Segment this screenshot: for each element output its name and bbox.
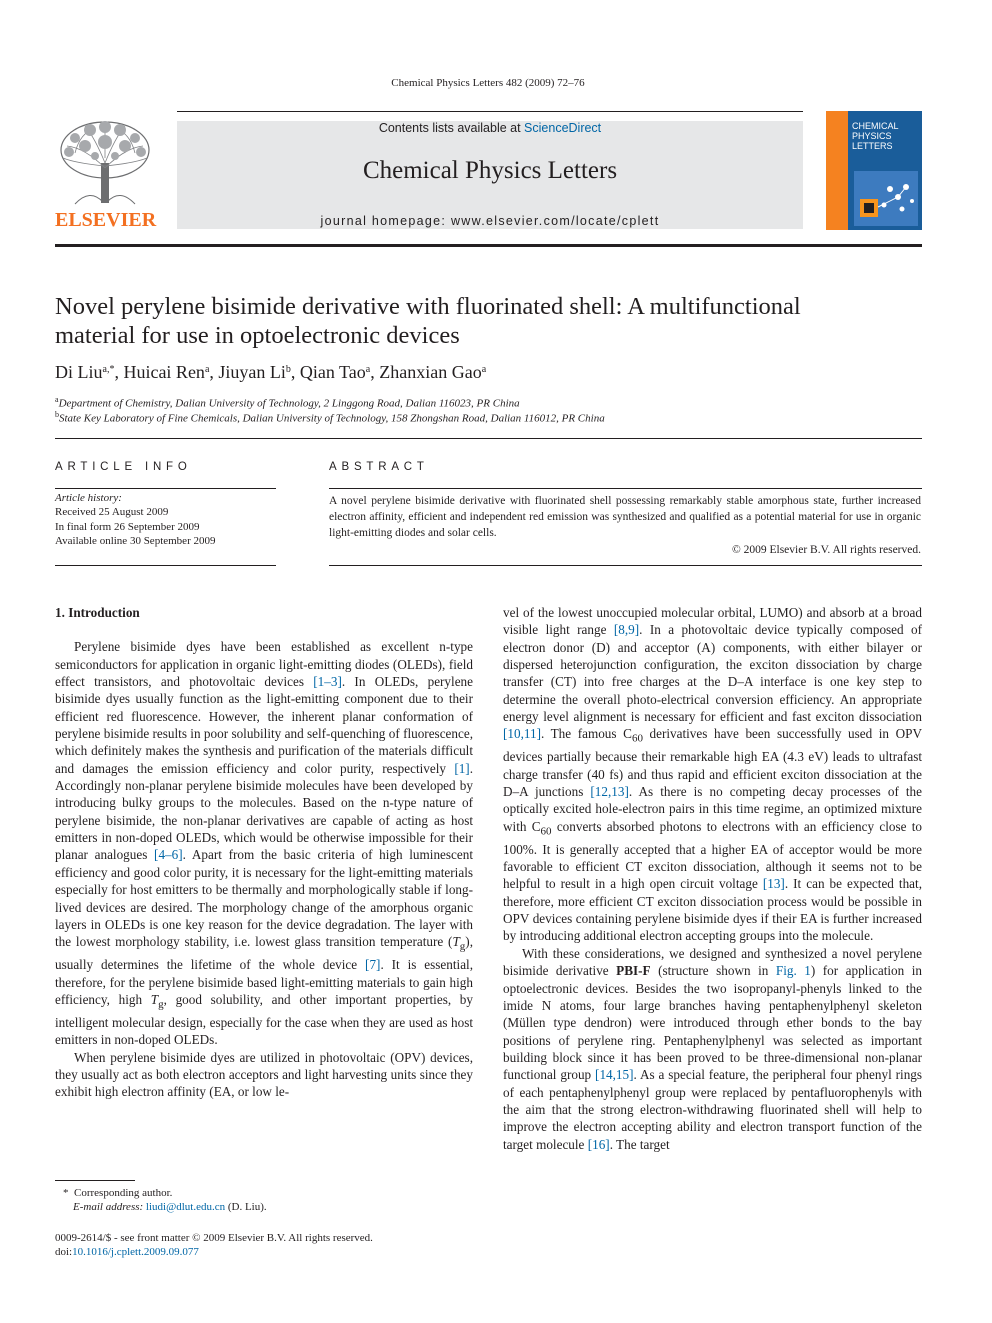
author-affiliation-mark[interactable]: a — [365, 364, 371, 375]
affiliation-mark: a — [55, 395, 59, 404]
cover-title-line: LETTERS — [852, 141, 893, 151]
citation-link[interactable]: [14,15] — [595, 1067, 634, 1083]
footnote — [55, 1186, 267, 1214]
affiliation-text: Department of Chemistry, Dalian University of Technology, 2 Linggong Road, Dalian 116023, PR China — [58, 397, 520, 410]
citation-link[interactable]: [16] — [587, 1136, 610, 1152]
figure-link[interactable]: Fig. 1 — [775, 963, 811, 979]
elsevier-logo[interactable] — [55, 118, 155, 232]
affiliation — [55, 410, 605, 425]
journal-banner — [177, 121, 803, 229]
author-name[interactable]: Huicai Ren — [123, 362, 205, 382]
elsevier-wordmark: ELSEVIER — [55, 209, 157, 231]
abstract-text: A novel perylene bisimide derivative with fluorinated shell possessing remarkably stable amorphous state, further increased electron affinity, efficient and independent red emission was synthesized and qualified as a potential material for use in organic light-emitting diodes and solar cells. — [329, 495, 921, 540]
received-date: Received 25 August 2009 — [55, 506, 169, 519]
cover-title-line: CHEMICAL — [852, 121, 899, 131]
article-history — [55, 491, 215, 548]
abstract-heading: ABSTRACT — [329, 461, 429, 473]
affiliation — [55, 395, 520, 410]
contents-prefix: Contents lists available at — [378, 121, 525, 135]
publication-info — [55, 1231, 373, 1259]
thick-header-rule — [55, 244, 922, 247]
journal-cover[interactable] — [826, 111, 922, 230]
title-line: Novel perylene bisimide derivative with fluorinated shell: A multifunctional — [55, 293, 801, 320]
citation-link[interactable]: [12,13] — [590, 784, 629, 800]
email-label: E-mail address: — [73, 1201, 144, 1213]
molecule-art-icon — [854, 171, 918, 226]
email-link[interactable]: liudi@dlut.edu.cn — [145, 1201, 226, 1213]
article-info-bottom-rule — [55, 565, 276, 566]
article-title — [55, 292, 935, 350]
online-date: Available online 30 September 2009 — [55, 534, 216, 547]
citation-link[interactable]: [7] — [365, 957, 381, 973]
abstract — [329, 493, 921, 558]
doi-prefix: doi: — [55, 1246, 73, 1258]
author-affiliation-mark[interactable]: a — [481, 364, 487, 375]
affiliation-text: State Key Laboratory of Fine Chemicals, Dalian University of Technology, 158 Zhongshan Road, Dalian 116012, PR China — [59, 412, 605, 425]
article-info-rule — [55, 488, 276, 489]
journal-homepage[interactable]: journal homepage: www.elsevier.com/locate/cplett — [320, 214, 660, 228]
body-paragraph: Perylene bisimide dyes have been established as excellent n-type semiconductors for application in organic light-emitting diodes (OLEDs), field effect transistors, and photovoltaic devices [1–3]. In OLEDs, perylene bisimide dyes usually function as the light-emitting component due to their efficient red fluorescence. However, the inherent planar conformation of perylene bisimide results in poor solubility and self-quenching of fluorescence, which definitely makes the synthesis and purification of the materials difficult and damages the emission efficiency and color purity, respectively [1]. Accordingly non-planar perylene bisimide molecules have been developed by introducing bulky groups to the molecules. Based on the n-type nature of perylene bisimide, the non-planar derivatives are capable of acting as host emitters in non-doped OLEDs, which would be otherwise impossible for their planar analogues [4–6]. Apart from the basic criteria of high luminescent efficiency and good color purity, it is necessary for the light-emitting materials especially for host emitters to be thermally and morphologically stable if long-lived devices are desired. The morphology change of the amorphous organic layers in OLEDs is one key reason for the device degradation. The layer with the lowest morphology stability, i.e. lowest glass transition temperature $(T_g)$, usually determines the lifetime of the whole device [7]. It is essential, therefore, for the perylene bisimide based light-emitting materials to gain high efficiency, high $T_g$, good solubility, and other important properties, by intelligent molecular design, especially for the case when they are used as host emitters in non-doped OLEDs. — [55, 639, 474, 1048]
corresponding-author-note: Corresponding author. — [74, 1187, 173, 1199]
citation-link[interactable]: [4–6] — [154, 847, 183, 863]
footnote-mark: * — [63, 1187, 69, 1199]
email-suffix: (D. Liu). — [227, 1201, 267, 1213]
affiliation-rule — [55, 438, 922, 439]
history-label: Article history: — [55, 492, 122, 504]
article-info-heading: ARTICLE INFO — [55, 461, 192, 473]
cover-side-band — [826, 111, 848, 230]
author-name[interactable]: Qian Tao — [299, 362, 366, 382]
sciencedirect-link[interactable]: ScienceDirect — [524, 121, 602, 135]
body-paragraph: When perylene bisimide dyes are utilized in photovoltaic (OPV) devices, they usually act as both electron acceptors and light harvesting units since they exhibit high electron affinity (EA, or low le- — [55, 1049, 473, 1100]
author-affiliation-mark[interactable]: a — [204, 364, 210, 375]
abstract-copyright: © 2009 Elsevier B.V. All rights reserved. — [732, 543, 921, 556]
citation-link[interactable]: [1–3] — [313, 674, 342, 690]
section-title: 1. Introduction — [55, 605, 140, 620]
final-form-date: In final form 26 September 2009 — [55, 520, 200, 533]
abstract-bottom-rule — [329, 565, 922, 566]
citation-link[interactable]: [10,11] — [503, 726, 541, 742]
journal-citation: Chemical Physics Letters 482 (2009) 72–76 — [391, 77, 585, 89]
journal-name: Chemical Physics Letters — [362, 157, 618, 184]
cover-title-line: PHYSICS — [852, 131, 892, 141]
author-name[interactable]: Di Liu — [55, 362, 103, 382]
doi-link[interactable]: 10.1016/j.cplett.2009.09.077 — [72, 1246, 199, 1258]
citation-link[interactable]: [1] — [454, 760, 470, 776]
contents-line — [177, 121, 803, 135]
author-name[interactable]: Zhanxian Gao — [379, 362, 482, 382]
header-rule — [177, 111, 803, 112]
author-affiliation-mark[interactable]: a,* — [102, 364, 115, 375]
author-name[interactable]: Jiuyan Li — [218, 362, 286, 382]
citation-link[interactable]: [13] — [762, 876, 785, 892]
author-affiliation-mark[interactable]: b — [285, 364, 291, 375]
footnote-rule — [55, 1180, 135, 1181]
citation-link[interactable]: [8,9] — [613, 622, 640, 638]
abstract-rule — [329, 488, 922, 489]
affiliation-mark: b — [55, 410, 59, 419]
body-column-left — [55, 604, 473, 1101]
elsevier-tree-icon — [55, 118, 155, 208]
body-paragraph: With these considerations, we designed and synthesized a novel perylene bisimide derivative PBI-F (structure shown in Fig. 1) for application in optoelectronic devices. Besides the two isopropanyl-phenyls linked to the imide N atoms, four large branches having pentaphenylphenyl skeleton (Müllen type dendron) were introduced through ether bonds to the bay positions of perylene ring. Pentaphenylphenyl was selected as important building block since it has been proved to be three-dimensional non-planar functional group [14,15]. As a special feature, the peripheral four phenyl rings of each pentaphenylphenyl group were replaced by pentafluorophenyls with the aim that the strong electron-withdrawing fluorinated shell will help to improve the electron accepting ability and electron transport function of the target molecule [16]. The target — [503, 945, 923, 1152]
body-column-right — [503, 604, 922, 1153]
cover-title — [852, 121, 899, 151]
cover-artwork — [854, 171, 918, 226]
issn-line: 0009-2614/$ - see front matter © 2009 Elsevier B.V. All rights reserved. — [55, 1232, 373, 1244]
author-list: Di Liu$^{a,*}$, Huicai Ren$^a$, Jiuyan Li$^b$, Qian Tao$^a$, Zhanxian Gao$^a$ — [55, 362, 487, 382]
body-paragraph: vel of the lowest unoccupied molecular orbital, LUMO) and absorb at a broad visible light range [8,9]. In a photovoltaic device typically composed of electron donor (D) and acceptor (A) components, with either bilayer or dispersed heterojunction configuration, the exciton dissociation by charge transfer (CT) into free charges at the D–A interface is one key step to determine the overall photo-electrical conversion efficiency. An appropriate energy level alignment is necessary for efficient and fast exciton dissociation [10,11]. The famous $C_{60}$ derivatives have been successfully used in OPV devices partially because their remarkable high EA (4.3 eV) leads to ultrafast charge transfer (40 fs) and thus rapid and efficient exciton dissociation at the D–A junctions [12,13]. As there is no competing decay processes of the optically excited hole-electron pairs in this time regime, an optimized mixture with $C_{60}$ converts absorbed photons to electrons with an efficiency close to 100%. It is generally accepted that a higher EA of acceptor would be more favorable to efficient CT exciton dissociation, although it seems not to be helpful to result in a high open circuit voltage [13]. It can be expected that, therefore, more efficient CT exciton dissociation process would be possible in OPV devices containing perylene bisimide dyes if their EA is further increased by introducing additional electron accepting groups into the molecule. — [503, 605, 923, 944]
title-line: material for use in optoelectronic devices — [55, 322, 460, 349]
